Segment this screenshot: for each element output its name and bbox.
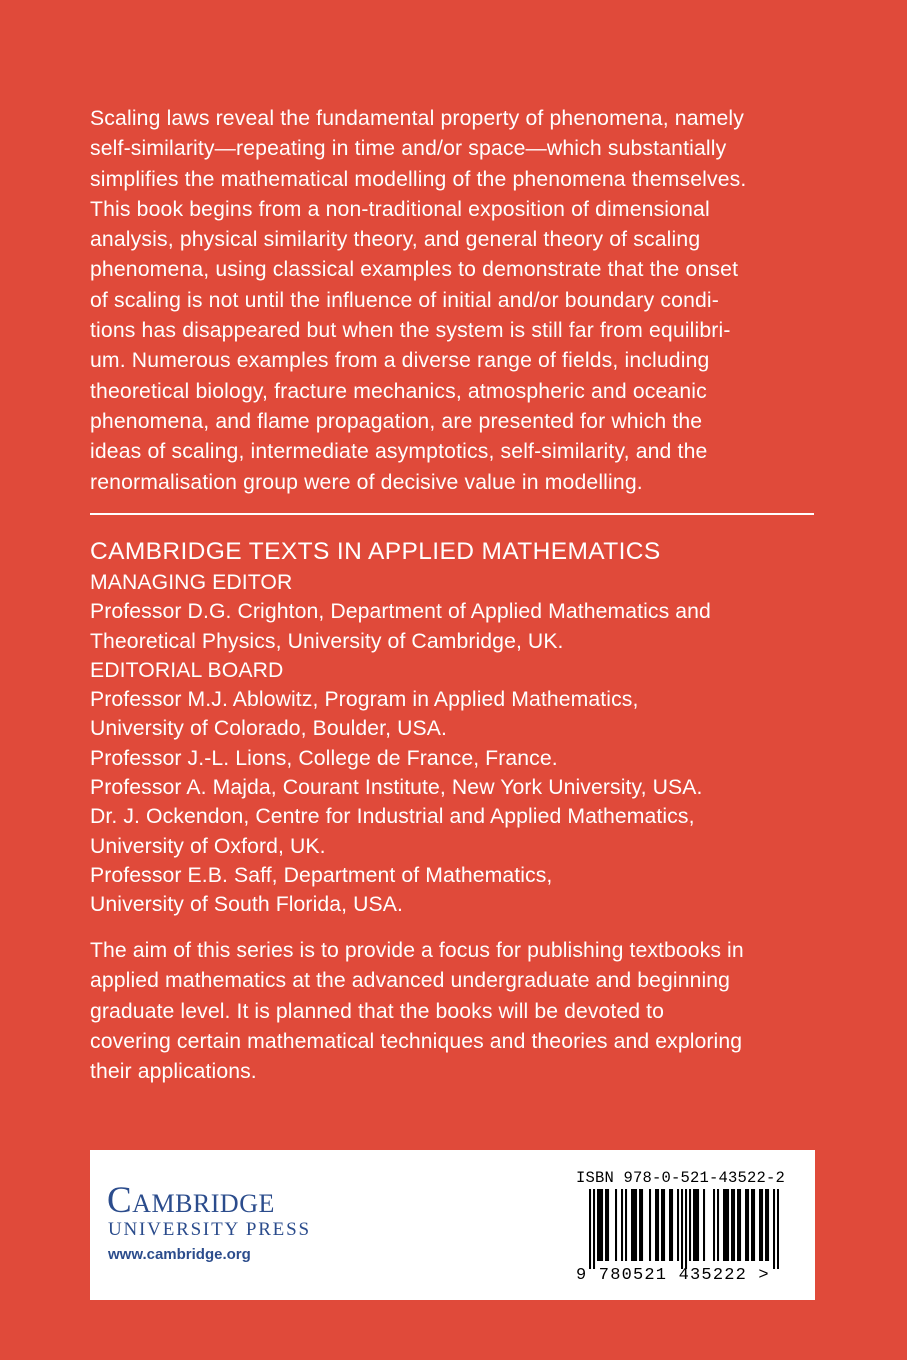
barcode-bar xyxy=(733,1189,735,1261)
series-line: Professor A. Majda, Courant Institute, New York University, USA. xyxy=(90,776,703,800)
isbn-label: ISBN 978-0-521-43522-2 xyxy=(576,1169,786,1187)
series-line: University of South Florida, USA. xyxy=(90,893,403,917)
barcode-bar xyxy=(655,1189,657,1261)
barcode-bar xyxy=(703,1189,705,1261)
aim-line: covering certain mathematical techniques and theories and exploring xyxy=(90,1029,743,1053)
barcode-bar xyxy=(689,1189,691,1261)
series-line: Dr. J. Ockendon, Centre for Industrial and Applied Mathematics, xyxy=(90,805,695,829)
series-title: CAMBRIDGE TEXTS IN APPLIED MATHEMATICS xyxy=(90,538,661,565)
series-line: Professor J.-L. Lions, College de France, France. xyxy=(90,746,558,770)
barcode-bar xyxy=(605,1189,607,1261)
blurb-line: of scaling is not until the influence of initial and/or boundary condi- xyxy=(90,288,719,312)
barcode-bar xyxy=(745,1189,747,1261)
blurb-line: Scaling laws reveal the fundamental property of phenomena, namely xyxy=(90,107,744,130)
blurb-line: simplifies the mathematical modelling of the phenomena themselves. xyxy=(90,167,747,191)
aim-line: applied mathematics at the advanced undergraduate and beginning xyxy=(90,969,731,993)
series-info xyxy=(90,536,830,920)
series-line: Professor D.G. Crighton, Department of Applied Mathematics and xyxy=(90,600,711,624)
barcode-bar xyxy=(677,1189,679,1261)
blurb-line: tions has disappeared but when the system is still far from equilibri- xyxy=(90,319,731,343)
series-line: Professor M.J. Ablowitz, Program in Applied Mathematics, xyxy=(90,688,639,712)
barcode-bar xyxy=(593,1189,595,1269)
publisher-panel xyxy=(90,1150,815,1300)
barcode-bar xyxy=(657,1189,659,1261)
barcode-bar xyxy=(737,1189,739,1261)
isbn-barcode xyxy=(576,1165,806,1290)
barcode-bar xyxy=(669,1189,671,1261)
series-line: Theoretical Physics, University of Cambridge, UK. xyxy=(90,629,564,653)
barcode-bar xyxy=(767,1189,769,1261)
barcode-bar xyxy=(697,1189,699,1261)
blurb-line: phenomena, and flame propagation, are presented for which the xyxy=(90,409,703,433)
barcode-bar xyxy=(765,1189,767,1261)
barcode-bar xyxy=(633,1189,635,1261)
back-cover-blurb xyxy=(90,104,820,498)
series-line: MANAGING EDITOR xyxy=(90,571,293,594)
barcode-bar xyxy=(695,1189,697,1261)
barcode-bar xyxy=(597,1189,599,1261)
barcode-bar xyxy=(649,1189,651,1261)
barcode-bar xyxy=(747,1189,749,1261)
publisher-logo xyxy=(107,1180,311,1266)
barcode-bar xyxy=(661,1189,663,1261)
barcode-bar xyxy=(725,1189,727,1261)
publisher-name: Cambridge xyxy=(107,1180,275,1221)
aim-line: graduate level. It is planned that the books will be devoted to xyxy=(90,999,665,1023)
barcode-bar xyxy=(615,1189,617,1261)
barcode-bar xyxy=(777,1189,779,1269)
barcode-bar xyxy=(773,1189,775,1269)
blurb-line: renormalisation group were of decisive value in modelling. xyxy=(90,470,643,494)
barcode-bar xyxy=(625,1189,627,1261)
barcode-bar xyxy=(761,1189,763,1261)
barcode-bar xyxy=(685,1189,687,1269)
barcode-bar xyxy=(635,1189,637,1261)
barcode-bar xyxy=(663,1189,665,1261)
barcode-bar xyxy=(739,1189,741,1261)
blurb-line: theoretical biology, fracture mechanics, atmospheric and oceanic xyxy=(90,379,707,403)
barcode-bar xyxy=(713,1189,715,1261)
barcode-digits: 9 780521 435222 > xyxy=(576,1266,770,1285)
divider-rule xyxy=(90,513,814,515)
barcode-bar xyxy=(631,1189,633,1261)
blurb-line: This book begins from a non-traditional exposition of dimensional xyxy=(90,197,710,221)
aim-line: The aim of this series is to provide a focus for publishing textbooks in xyxy=(90,939,744,962)
barcode-bars xyxy=(589,1189,779,1269)
blurb-line: phenomena, using classical examples to demonstrate that the onset xyxy=(90,258,739,282)
barcode-bar xyxy=(731,1189,733,1261)
blurb-line: um. Numerous examples from a diverse range of fields, including xyxy=(90,349,710,373)
barcode-bar xyxy=(589,1189,591,1269)
series-line: University of Oxford, UK. xyxy=(90,834,326,858)
publisher-press: UNIVERSITY PRESS xyxy=(108,1219,311,1240)
blurb-line: ideas of scaling, intermediate asymptotics, self-similarity, and the xyxy=(90,440,708,464)
barcode-bar xyxy=(753,1189,755,1261)
barcode-bar xyxy=(607,1189,609,1261)
barcode-bar xyxy=(751,1189,753,1261)
barcode-bar xyxy=(759,1189,761,1261)
barcode-bar xyxy=(723,1189,725,1261)
barcode-bar xyxy=(641,1189,643,1261)
barcode-bar xyxy=(639,1189,641,1261)
series-line: University of Colorado, Boulder, USA. xyxy=(90,717,447,741)
blurb-line: analysis, physical similarity theory, and general theory of scaling xyxy=(90,228,701,252)
barcode-bar xyxy=(717,1189,719,1261)
blurb-line: self-similarity—repeating in time and/or space—which substantially xyxy=(90,137,727,161)
series-line: EDITORIAL BOARD xyxy=(90,658,284,682)
aim-line: their applications. xyxy=(90,1060,257,1084)
publisher-url[interactable]: www.cambridge.org xyxy=(108,1246,251,1263)
barcode-bar xyxy=(621,1189,623,1261)
barcode-bar xyxy=(681,1189,683,1269)
barcode-bar xyxy=(671,1189,673,1261)
series-aim xyxy=(90,936,830,1087)
series-line: Professor E.B. Saff, Department of Mathematics, xyxy=(90,863,553,887)
barcode-bar xyxy=(693,1189,695,1261)
barcode-bar xyxy=(599,1189,601,1261)
barcode-bar xyxy=(727,1189,729,1261)
barcode-bar xyxy=(601,1189,603,1261)
